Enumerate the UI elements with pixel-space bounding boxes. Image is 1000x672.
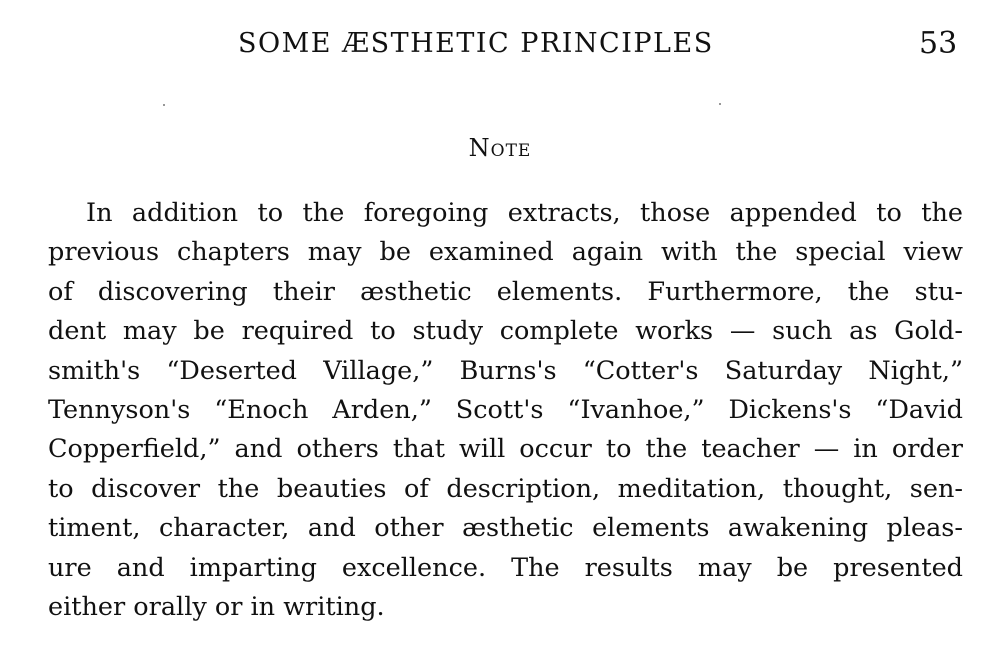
page-number: 53 (919, 26, 958, 61)
running-title: SOME ÆSTHETIC PRINCIPLES (238, 28, 714, 59)
text-line: ure and imparting excellence. The results may be presented (48, 552, 963, 583)
scan-speck (163, 104, 165, 106)
running-head (0, 28, 1000, 68)
text-line: Copperfield,” and others that will occur to the teacher — in order (48, 434, 963, 465)
text-line: dent may be required to study complete works — such as Gold- (48, 316, 963, 347)
text-line: Tennyson's “Enoch Arden,” Scott's “Ivanhoe,” Dickens's “David (48, 394, 963, 425)
text-line: of discovering their æsthetic elements. Furthermore, the stu- (48, 276, 963, 307)
scan-speck (719, 103, 721, 105)
text-line: to discover the beauties of description, meditation, thought, sen- (48, 473, 963, 504)
note-paragraph (48, 194, 963, 627)
text-line: timent, character, and other æsthetic elements awakening pleas- (48, 513, 963, 544)
note-heading: Note (468, 134, 532, 162)
text-line: previous chapters may be examined again with the special view (48, 237, 963, 268)
text-line: In addition to the foregoing extracts, those appended to the (86, 198, 963, 228)
text-line: either orally or in writing. (48, 591, 385, 622)
text-line: smith's “Deserted Village,” Burns's “Cotter's Saturday Night,” (48, 355, 963, 386)
